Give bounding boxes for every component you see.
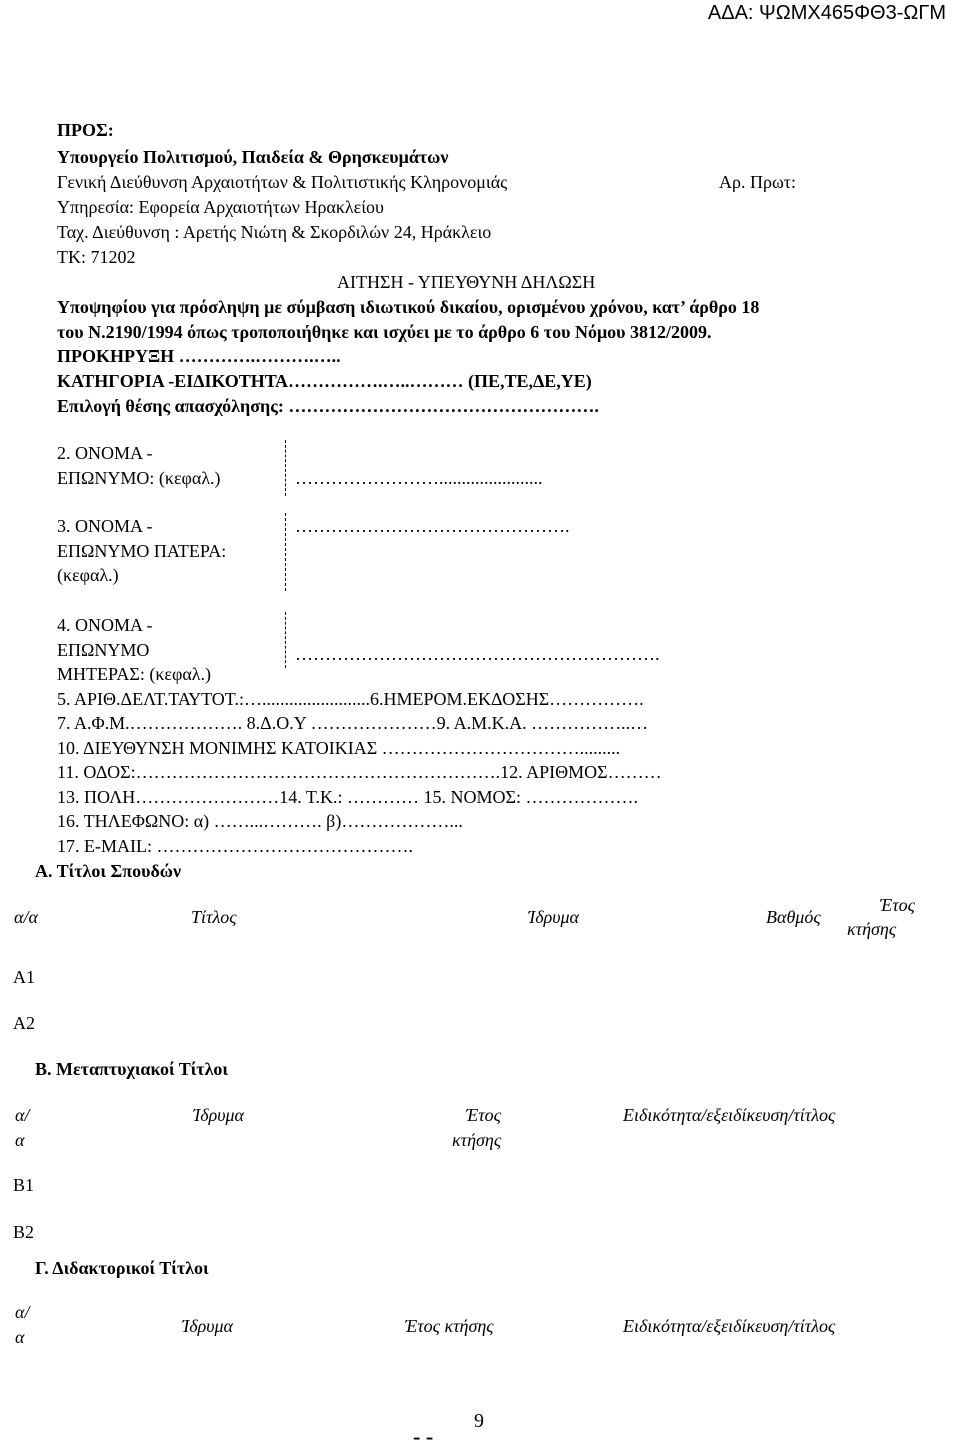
- col-header-aa: α/α: [14, 907, 38, 927]
- tax-id-and-ssn-field[interactable]: 7. Α.Φ.Μ.………………. 8.Δ.Ο.Υ …………………9. Α.Μ.Κ.Α. ……………..…: [57, 713, 649, 733]
- col-header-institution: Ίδρυμα: [528, 907, 579, 927]
- col-b-header-specialty: Ειδικότητα/εξειδίκευση/τίτλος: [623, 1105, 836, 1125]
- name-surname-input[interactable]: …………………….......................: [295, 468, 543, 488]
- father-name-input[interactable]: ……………………………………….: [295, 516, 570, 536]
- col-c-header-institution: Ίδρυμα: [182, 1316, 233, 1336]
- recipient-postal-code: ΤΚ: 71202: [57, 247, 136, 267]
- col-b-header-aa-a: α/: [15, 1105, 30, 1125]
- document-code: ΑΔΑ: ΨΩΜΧ465ΦΘ3-ΩΓΜ: [707, 2, 946, 24]
- col-header-title: Τίτλος: [191, 907, 237, 927]
- mother-name-input[interactable]: …………………………………………………….: [295, 644, 660, 664]
- row-b1-label: Β1: [13, 1175, 35, 1195]
- field-3-label-b: ΕΠΩΝΥΜΟ ΠΑΤΕΡΑ:: [57, 541, 227, 561]
- field-2-label-b: ΕΠΩΝΥΜΟ: (κεφαλ.): [57, 468, 221, 488]
- col-c-header-year: Έτος κτήσης: [405, 1316, 494, 1336]
- page-number: 9: [474, 1410, 484, 1432]
- email-field[interactable]: 17. E-MAIL: …………………………………….: [57, 836, 413, 856]
- section-b-title: Β. Μεταπτυχιακοί Τίτλοι: [35, 1059, 229, 1079]
- position-field[interactable]: Επιλογή θέσης απασχόλησης: …………………………………………….: [57, 396, 599, 416]
- recipient-directorate: Γενική Διεύθυνση Αρχαιοτήτων & Πολιτιστικής Κληρονομιάς: [57, 172, 508, 192]
- recipient-address: Ταχ. Διεύθυνση : Αρετής Νιώτη & Σκορδιλών 24, Ηράκλειο: [57, 222, 492, 242]
- permanent-residence-field[interactable]: 10. ΔΙΕΥΘΥΝΣΗ ΜΟΝΙΜΗΣ ΚΑΤΟΙΚΙΑΣ …………………………….........: [57, 738, 621, 758]
- row-a1-label: Α1: [13, 967, 35, 987]
- field-4-divider: [285, 612, 286, 668]
- phone-field[interactable]: 16. ΤΗΛΕΦΩΝΟ: α) ……...………. β)………………...: [57, 811, 463, 831]
- col-b-header-year-b: κτήσης: [452, 1130, 502, 1150]
- field-4-label-a: 4. ΟΝΟΜΑ -: [57, 615, 153, 635]
- field-2-label-a: 2. ΟΝΟΜΑ -: [57, 443, 153, 463]
- id-card-and-issue-date-field[interactable]: 5. ΑΡΙΘ.ΔΕΛΤ.ΤΑΥΤΟΤ.:…........................6.ΗΜΕΡΟΜ.ΕΚΔΟΣΗΣ…………….: [57, 689, 644, 709]
- proclamation-field[interactable]: ΠΡΟΚΗΡΥΞΗ ………….……….…..: [57, 346, 341, 366]
- section-c-title: Γ. Διδακτορικοί Τίτλοι: [35, 1258, 209, 1278]
- col-header-grade: Βαθμός: [766, 907, 821, 927]
- form-title: ΑΙΤΗΣΗ - ΥΠΕΥΘΥΝΗ ΔΗΛΩΣΗ: [337, 272, 596, 292]
- intro-line-2: του Ν.2190/1994 όπως τροποποιήθηκε και ισχύει με το άρθρο 6 του Νόμου 3812/2009.: [57, 322, 712, 342]
- row-a2-label: Α2: [13, 1013, 35, 1033]
- col-c-header-specialty: Ειδικότητα/εξειδίκευση/τίτλος: [623, 1316, 836, 1336]
- protocol-number: Αρ. Πρωτ:: [719, 172, 797, 192]
- col-c-header-aa-b: α: [15, 1327, 25, 1347]
- col-header-year-a: Έτος: [880, 895, 915, 915]
- street-and-number-field[interactable]: 11. ΟΔΟΣ:…………………………………………………….12. ΑΡΙΘΜΟΣ………: [57, 762, 662, 782]
- city-postcode-prefecture-field[interactable]: 13. ΠΟΛΗ……………………14. Τ.Κ.: ………… 15. ΝΟΜΟΣ: ……………….: [57, 787, 639, 807]
- row-b2-label: Β2: [13, 1222, 35, 1242]
- col-b-header-aa-b: α: [15, 1130, 25, 1150]
- col-b-header-institution: Ίδρυμα: [193, 1105, 244, 1125]
- intro-line-1: Υποψηφίου για πρόσληψη με σύμβαση ιδιωτικού δικαίου, ορισμένου χρόνου, κατ’ άρθρο 18: [57, 297, 760, 317]
- field-3-divider: [285, 513, 286, 591]
- section-a-title: Α. Τίτλοι Σπουδών: [35, 861, 181, 881]
- field-2-divider: [285, 440, 286, 496]
- recipient-label: ΠΡΟΣ:: [57, 120, 114, 140]
- field-3-label-c: (κεφαλ.): [57, 565, 119, 585]
- recipient-service: Υπηρεσία: Εφορεία Αρχαιοτήτων Ηρακλείου: [57, 197, 384, 217]
- footer-dashes: - -: [413, 1424, 434, 1449]
- field-3-label-a: 3. ΟΝΟΜΑ -: [57, 516, 153, 536]
- col-c-header-aa-a: α/: [15, 1302, 30, 1322]
- field-4-label-b: ΕΠΩΝΥΜΟ: [57, 640, 150, 660]
- category-field[interactable]: ΚΑΤΗΓΟΡΙΑ -ΕΙΔΙΚΟΤΗΤΑ…………….…..……… (ΠΕ,ΤΕ,ΔΕ,ΥΕ): [57, 371, 592, 391]
- field-4-label-c: ΜΗΤΕΡΑΣ: (κεφαλ.): [57, 664, 212, 684]
- col-header-year-b: κτήσης: [847, 919, 897, 939]
- recipient-ministry: Υπουργείο Πολιτισμού, Παιδεία & Θρησκευμάτων: [57, 147, 449, 167]
- col-b-header-year-a: Έτος: [466, 1105, 501, 1125]
